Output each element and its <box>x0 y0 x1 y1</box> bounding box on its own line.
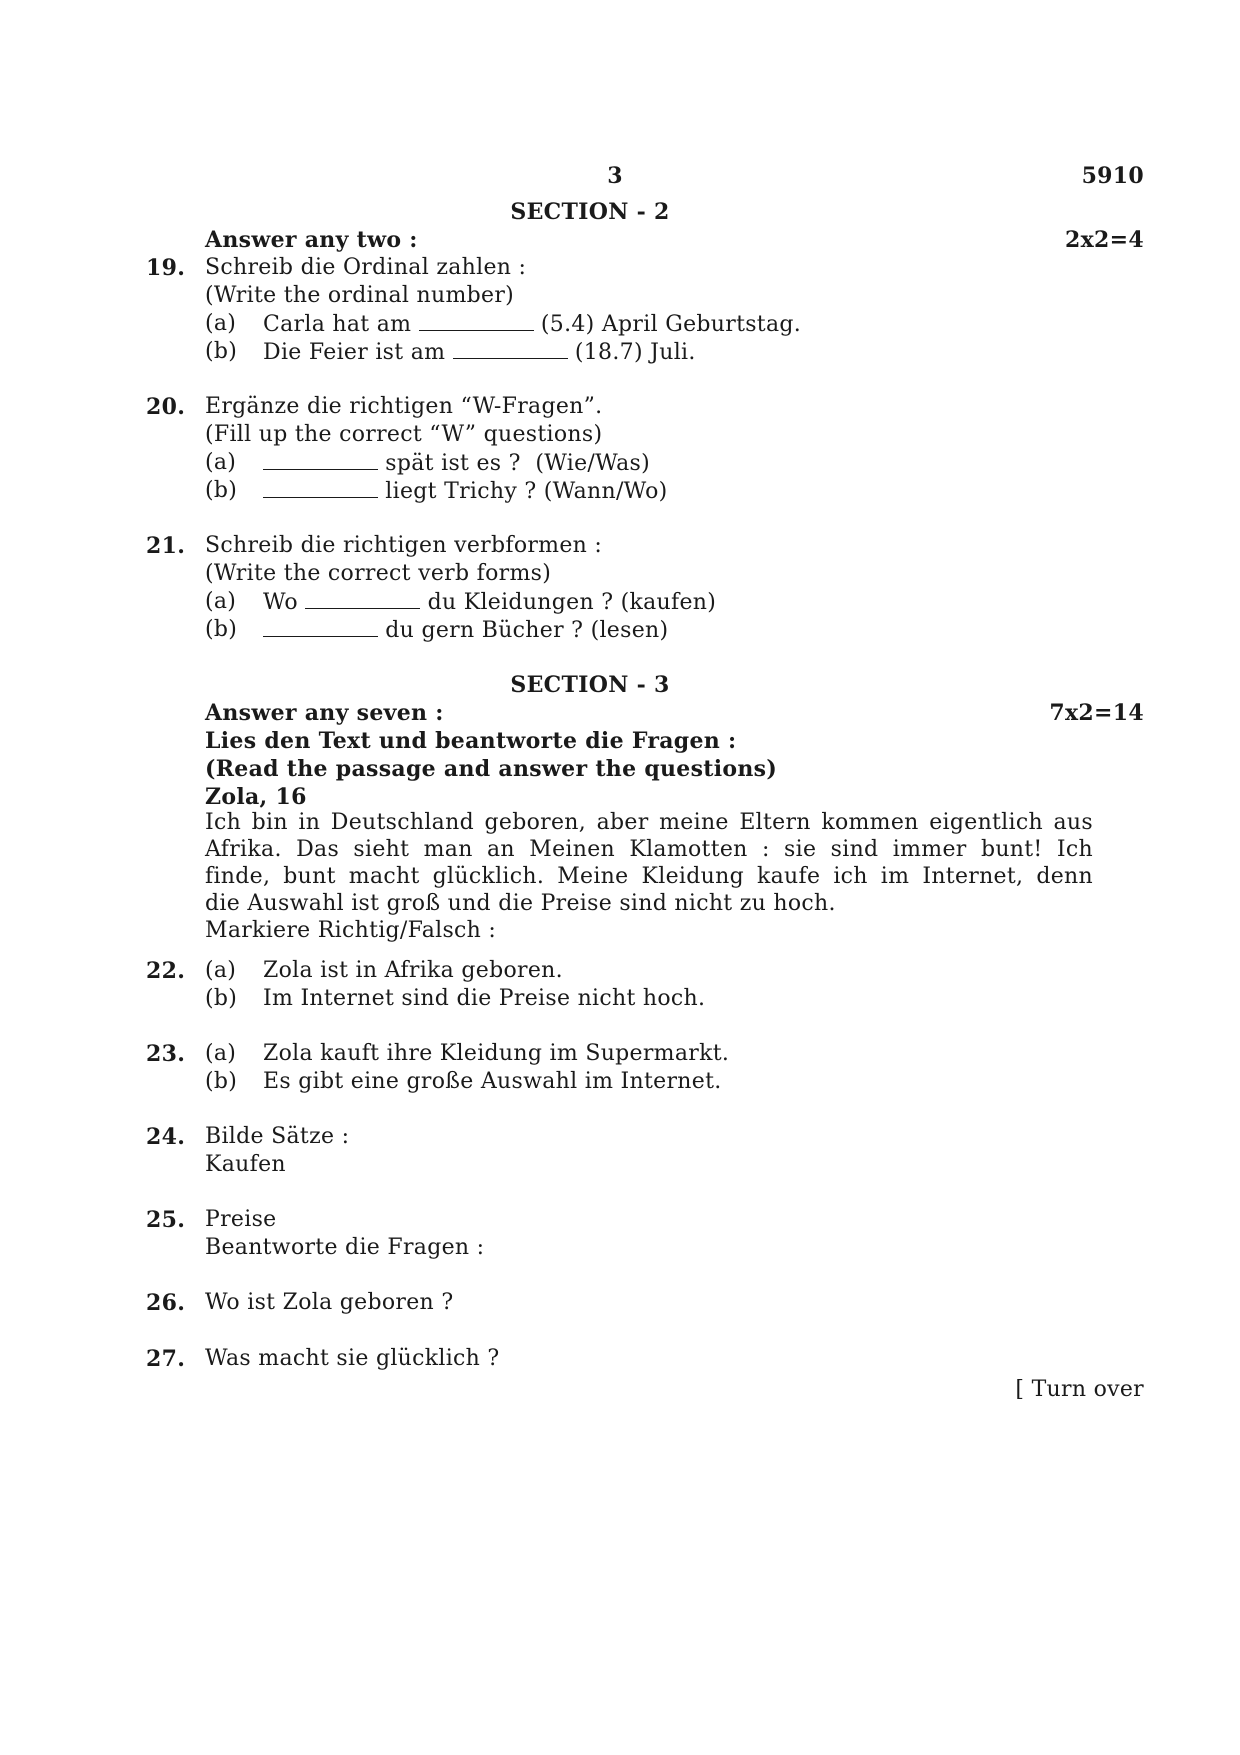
q19-b-label: (b) <box>205 339 238 364</box>
q20-a-item: spät ist es ? (Wie/Was) <box>263 449 650 478</box>
answer-blank[interactable] <box>453 338 568 359</box>
passage-title: Zola, 16 <box>205 784 307 810</box>
q20-b-item: liegt Trichy ? (Wann/Wo) <box>263 477 668 506</box>
section-3-instruction: Answer any seven : <box>205 700 444 726</box>
answer-blank[interactable] <box>263 449 378 470</box>
q23-b-label: (b) <box>205 1069 238 1094</box>
q20-text: Ergänze die richtigen “W-Fragen”. <box>205 394 603 419</box>
question-number-27: 27. <box>146 1346 186 1372</box>
q19-a-item: Carla hat am (5.4) April Geburtstag. <box>263 312 802 337</box>
q24-text: Bilde Sätze : <box>205 1124 350 1149</box>
q22-b-label: (b) <box>205 986 238 1011</box>
passage-line: Afrika. Das sieht man an Meinen Klamotten : sie sind immer bunt! Ich <box>205 837 1093 862</box>
q21-b-label: (b) <box>205 617 238 642</box>
q23-b-text: Es gibt eine große Auswahl im Internet. <box>263 1069 722 1094</box>
q22-a-text: Zola ist in Afrika geboren. <box>263 958 563 983</box>
question-number-26: 26. <box>146 1290 186 1316</box>
question-number-25: 25. <box>146 1207 186 1233</box>
paper-code: 5910 <box>1081 163 1144 189</box>
question-number-23: 23. <box>146 1041 186 1067</box>
q21-a-item: Wo du Kleidungen ? (kaufen) <box>263 590 717 615</box>
q21-text: Schreib die richtigen verbformen : <box>205 533 603 558</box>
turn-over-note: [ Turn over <box>1015 1377 1144 1402</box>
question-number-24: 24. <box>146 1124 186 1150</box>
section-2-marks: 2x2=4 <box>1065 227 1144 253</box>
question-number-19: 19. <box>146 255 186 281</box>
q21-translation: (Write the correct verb forms) <box>205 561 552 586</box>
q26-text: Wo ist Zola geboren ? <box>205 1290 454 1315</box>
question-number-21: 21. <box>146 533 186 559</box>
q22-b-text: Im Internet sind die Preise nicht hoch. <box>263 986 706 1011</box>
mark-instruction: Markiere Richtig/Falsch : <box>205 918 497 943</box>
q20-translation: (Fill up the correct “W” questions) <box>205 422 603 447</box>
answer-blank[interactable] <box>263 616 378 637</box>
q19-a-label: (a) <box>205 311 237 336</box>
section-3-title: SECTION - 3 <box>510 672 670 698</box>
page-number: 3 <box>607 163 623 189</box>
answer-blank[interactable] <box>419 310 534 331</box>
q21-b-item: du gern Bücher ? (lesen) <box>263 616 668 645</box>
reading-heading-de: Lies den Text und beantworte die Fragen : <box>205 728 737 754</box>
section-2-title: SECTION - 2 <box>510 199 670 225</box>
q23-a-text: Zola kauft ihre Kleidung im Supermarkt. <box>263 1041 730 1066</box>
passage-line: die Auswahl ist groß und die Preise sind nicht zu hoch. <box>205 891 836 916</box>
q20-a-label: (a) <box>205 450 237 475</box>
q21-a-label: (a) <box>205 589 237 614</box>
q25-sub: Beantworte die Fragen : <box>205 1235 485 1260</box>
q19-b-item: Die Feier ist am (18.7) Juli. <box>263 340 696 365</box>
section-3-marks: 7x2=14 <box>1049 700 1144 726</box>
reading-passage <box>205 809 1093 917</box>
q24-word: Kaufen <box>205 1152 286 1177</box>
q22-a-label: (a) <box>205 958 237 983</box>
q19-text: Schreib die Ordinal zahlen : <box>205 255 527 280</box>
q25-text: Preise <box>205 1207 277 1232</box>
section-2-instruction: Answer any two : <box>205 227 418 253</box>
passage-line: Ich bin in Deutschland geboren, aber meine Eltern kommen eigentlich aus <box>205 810 1093 835</box>
q20-b-label: (b) <box>205 478 238 503</box>
q19-translation: (Write the ordinal number) <box>205 283 515 308</box>
question-number-22: 22. <box>146 958 186 984</box>
question-number-20: 20. <box>146 394 186 420</box>
q23-a-label: (a) <box>205 1041 237 1066</box>
reading-heading-en: (Read the passage and answer the questions) <box>205 756 778 782</box>
answer-blank[interactable] <box>263 477 378 498</box>
answer-blank[interactable] <box>305 588 420 609</box>
passage-line: finde, bunt macht glücklich. Meine Kleidung kaufe ich im Internet, denn <box>205 864 1093 889</box>
q27-text: Was macht sie glücklich ? <box>205 1346 500 1371</box>
